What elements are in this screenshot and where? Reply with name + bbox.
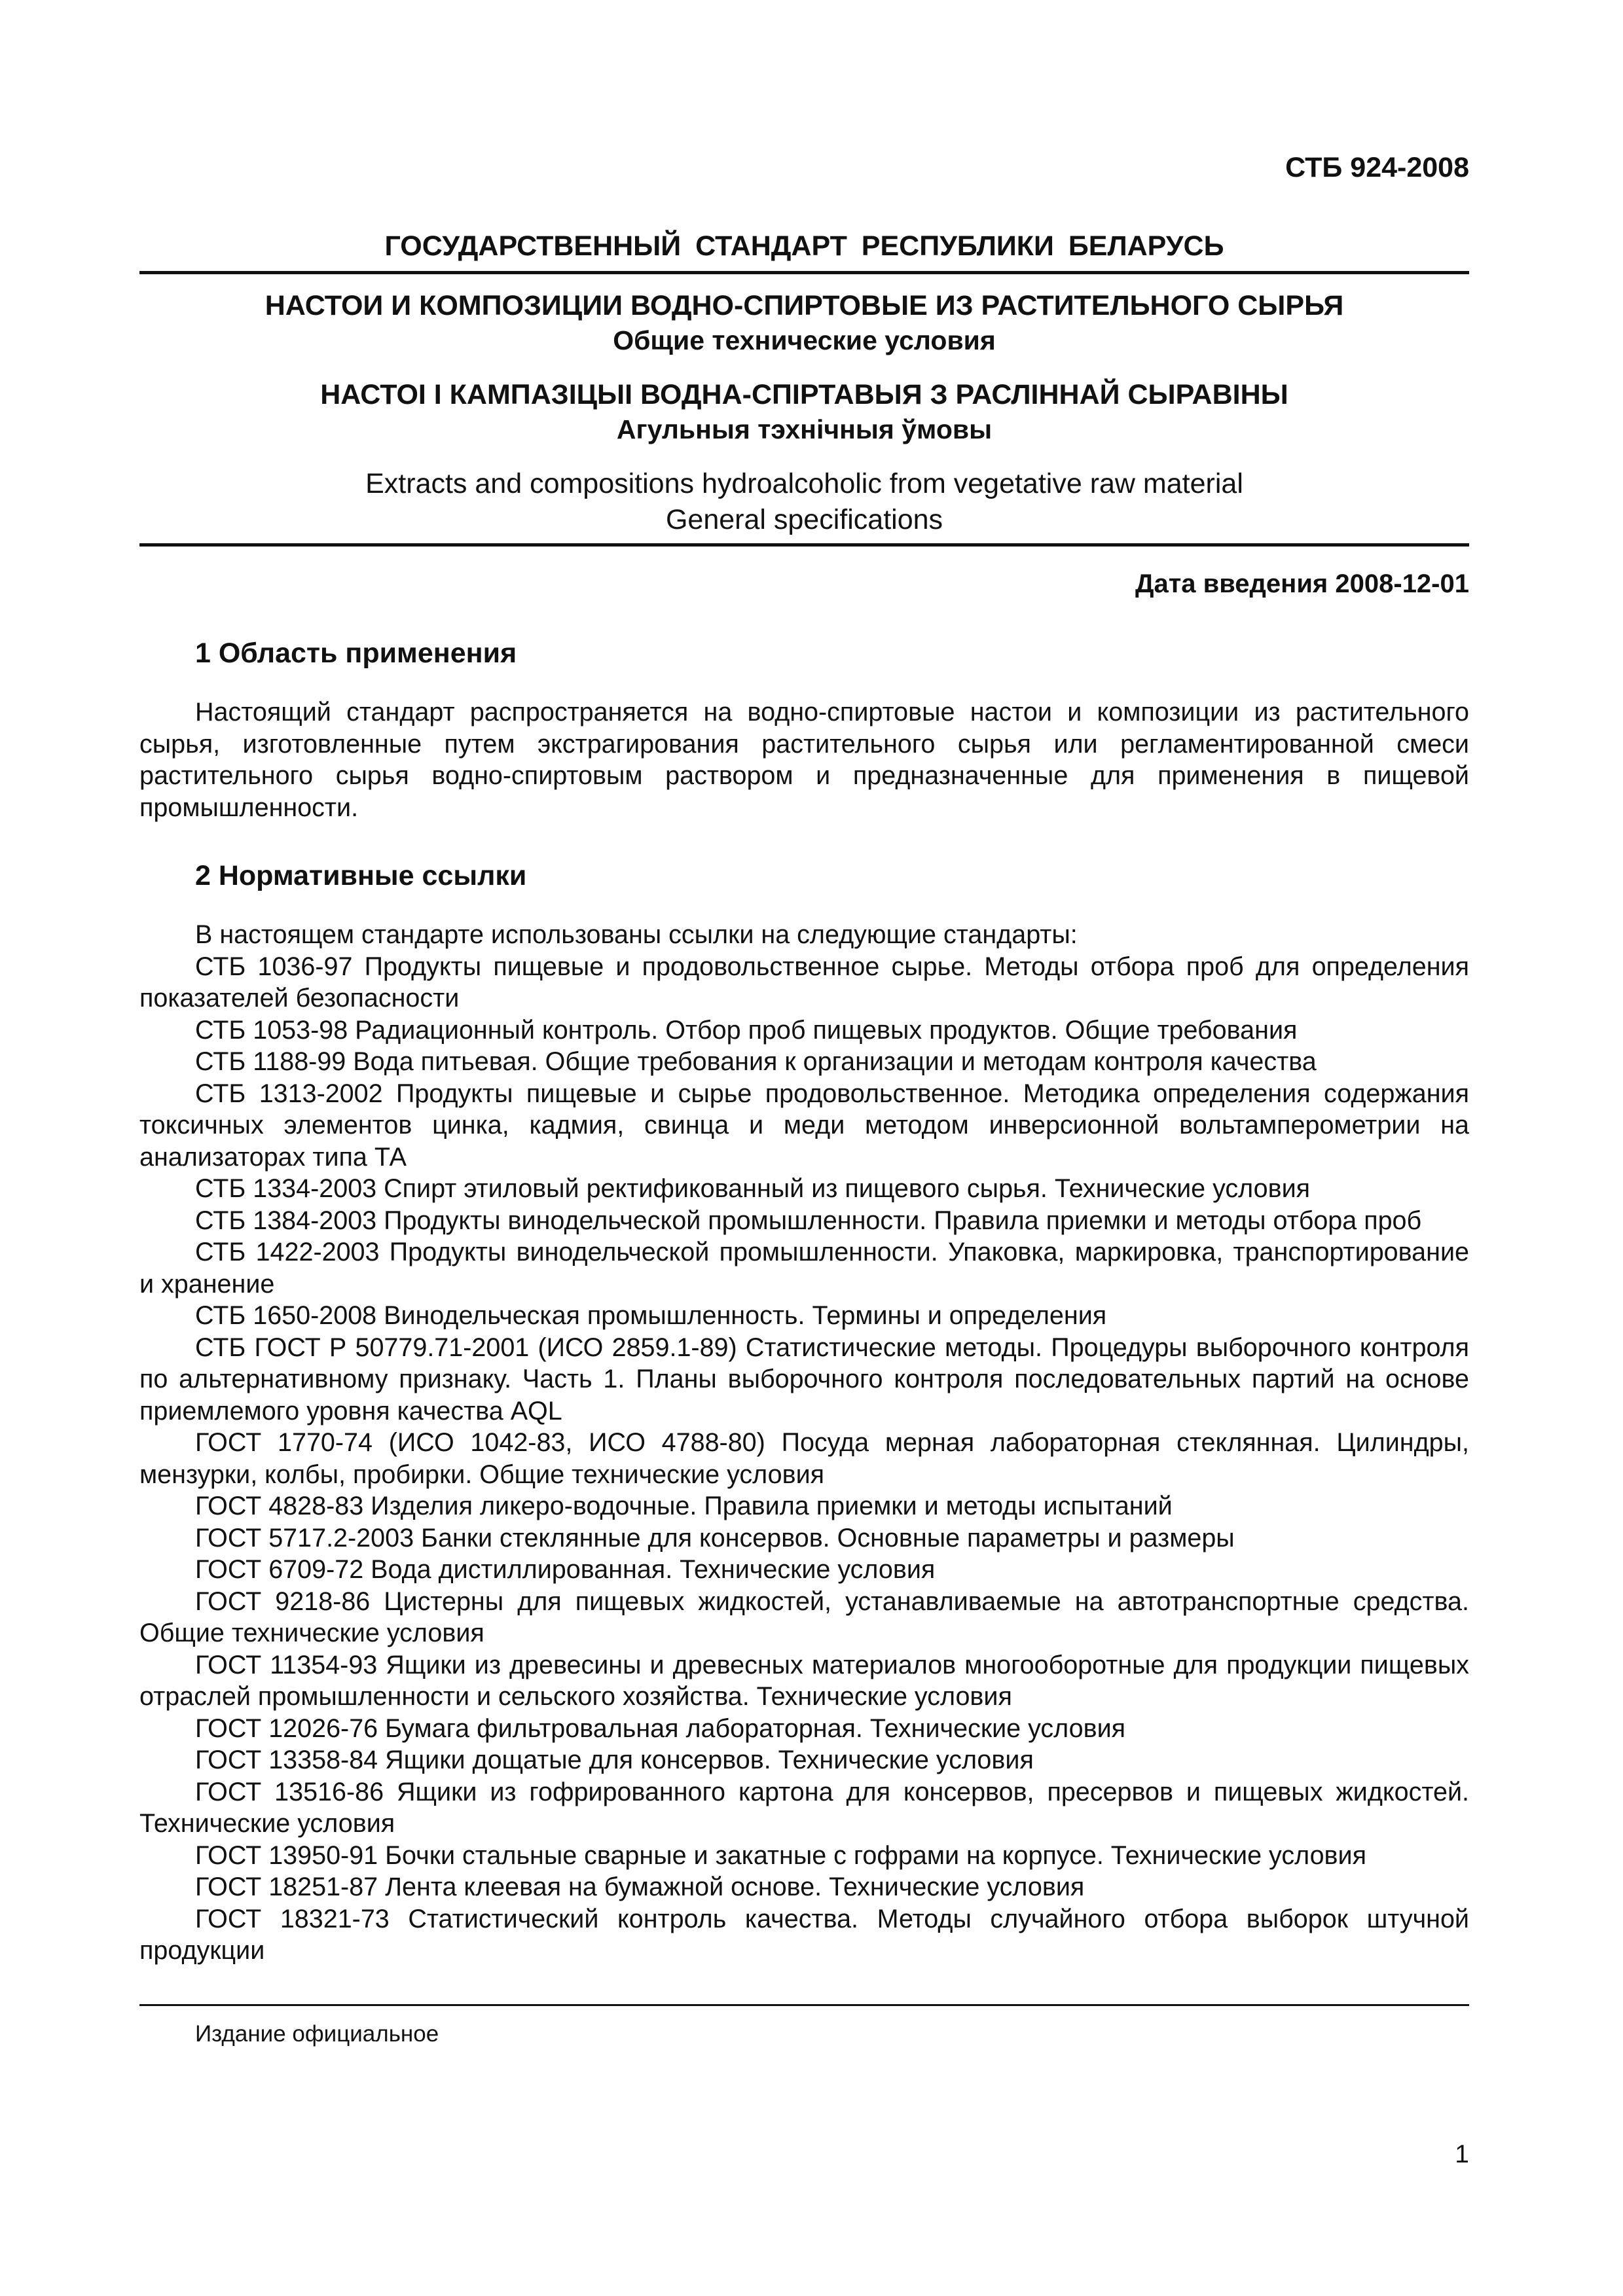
reference-item: СТБ 1188-99 Вода питьевая. Общие требования к организации и методам контроля качества [195,1047,1317,1076]
reference-item: СТБ ГОСТ Р 50779.71-2001 (ИСО 2859.1-89) Статистические методы. Процедуры выборочного контроля по альтернативному признаку. Часть 1. Планы выборочного контроля последовательных партий на основе приемлемого уровня качества AQL [139,1333,1469,1426]
header-rule-bottom [139,543,1469,547]
reference-item: ГОСТ 6709-72 Вода дистиллированная. Технические условия [195,1555,936,1584]
document-code: СТБ 924-2008 [1285,152,1469,183]
subtitle-russian: Общие технические условия [613,325,996,355]
section-2-heading: 2 Нормативные ссылки [195,860,527,891]
section-1-heading: 1 Область применения [195,637,517,669]
subtitle-english: General specifications [665,504,943,535]
reference-item: СТБ 1384-2003 Продукты винодельческой промышленности. Правила приемки и методы отбора проб [195,1206,1422,1235]
header-rule-top [139,271,1469,274]
introduction-date: Дата введения 2008-12-01 [1135,569,1469,598]
footer-rule [139,2004,1469,2006]
document-page [139,0,1469,2296]
reference-item: ГОСТ 13516-86 Ящики из гофрированного картона для консервов, пресервов и пищевых жидкостей. Технические условия [139,1777,1469,1838]
reference-item: ГОСТ 9218-86 Цистерны для пищевых жидкостей, устанавливаемые на автотранспортные средства. Общие технические условия [139,1587,1469,1647]
reference-item: ГОСТ 1770-74 (ИСО 1042-83, ИСО 4788-80) Посуда мерная лабораторная стеклянная. Цилиндры, мензурки, колбы, пробирки. Общие технические условия [139,1428,1469,1489]
title-block [139,288,1469,538]
reference-item: СТБ 1422-2003 Продукты винодельческой промышленности. Упаковка, маркировка, транспортирование и хранение [139,1238,1469,1299]
reference-item: ГОСТ 18321-73 Статистический контроль качества. Методы случайного отбора выборок штучной продукции [139,1904,1469,1965]
reference-item: ГОСТ 18251-87 Лента клеевая на бумажной основе. Технические условия [195,1873,1085,1901]
reference-item: ГОСТ 11354-93 Ящики из древесины и древесных материалов многооборотные для продукции пищевых отраслей промышленности и сельского хозяйства. Технические условия [139,1650,1469,1711]
reference-item: СТБ 1313-2002 Продукты пищевые и сырье продовольственное. Методика определения содержания токсичных элементов цинка, кадмия, свинца и меди методом инверсионной вольтамперометрии на анализаторах типа ТА [139,1079,1469,1172]
reference-item: СТБ 1036-97 Продукты пищевые и продовольственное сырье. Методы отбора проб для определения показателей безопасности [139,952,1469,1013]
reference-item: СТБ 1650-2008 Винодельческая промышленность. Термины и определения [195,1301,1107,1330]
page-number: 1 [1455,2140,1469,2168]
section-gap [139,823,1469,857]
reference-item: СТБ 1334-2003 Спирт этиловый ректификованный из пищевого сырья. Технические условия [195,1174,1311,1203]
subtitle-belarusian: Агульныя тэхнічныя ўмовы [616,414,993,444]
state-standard-title: ГОСУДАРСТВЕННЫЙ СТАНДАРТ РЕСПУБЛИКИ БЕЛАРУСЬ [384,230,1224,262]
reference-item: ГОСТ 12026-76 Бумага фильтровальная лабораторная. Технические условия [195,1713,1126,1743]
reference-item: СТБ 1053-98 Радиационный контроль. Отбор проб пищевых продуктов. Общие требования [195,1015,1298,1045]
references-intro: В настоящем стандарте использованы ссылки на следующие стандарты: [195,920,1078,949]
reference-item: ГОСТ 13358-84 Ящики дощатые для консервов. Технические условия [195,1746,1034,1774]
reference-item: ГОСТ 5717.2-2003 Банки стеклянные для консервов. Основные параметры и размеры [195,1523,1235,1552]
title-belarusian: НАСТОІ І КАМПАЗІЦЫІ ВОДНА-СПІРТАВЫЯ З РАСЛІННАЙ СЫРАВІНЫ [320,379,1288,410]
edition-note: Издание официальное [195,2021,439,2047]
section-1-text: Настоящий стандарт распространяется на водно-спиртовые настои и композиции из растительного сырья, изготовленные путем экстрагирования растительного сырья или регламентированной смеси растительного сырья водно-спиртовым раствором и предназначенные для применения в пищевой промышленности. [139,698,1469,822]
reference-item: ГОСТ 4828-83 Изделия ликеро-водочные. Правила приемки и методы испытаний [195,1492,1173,1520]
document-body [139,635,1469,1967]
title-english: Extracts and compositions hydroalcoholic from vegetative raw material [365,468,1243,499]
reference-item: ГОСТ 13950-91 Бочки стальные сварные и закатные с гофрами на корпусе. Технические условия [195,1840,1366,1870]
title-russian: НАСТОИ И КОМПОЗИЦИИ ВОДНО-СПИРТОВЫЕ ИЗ РАСТИТЕЛЬНОГО СЫРЬЯ [264,290,1344,321]
